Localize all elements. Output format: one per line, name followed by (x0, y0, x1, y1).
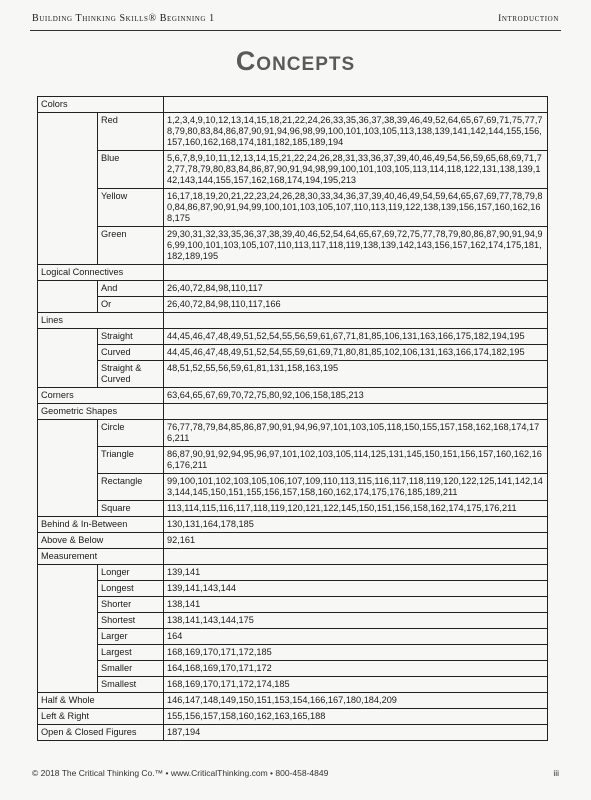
subcategory-label: Green (98, 227, 164, 265)
subcategory-row (38, 597, 548, 613)
category-pages: 155,156,157,158,160,162,163,165,188 (164, 709, 548, 725)
subcategory-pages: 26,40,72,84,98,110,117,166 (164, 297, 548, 313)
subcategory-label: Largest (98, 645, 164, 661)
indent-cell (38, 420, 98, 517)
subcategory-pages: 113,114,115,116,117,118,119,120,121,122,145,150,151,156,158,162,174,175,176,211 (164, 501, 548, 517)
subcategory-label: Straight & Curved (98, 361, 164, 388)
subcategory-pages: 168,169,170,171,172,185 (164, 645, 548, 661)
category-label: Left & Right (38, 709, 164, 725)
subcategory-row (38, 661, 548, 677)
subcategory-label: Curved (98, 345, 164, 361)
subcategory-pages: 44,45,46,47,48,49,51,52,54,55,59,61,69,71,80,81,85,102,106,131,163,166,174,182,195 (164, 345, 548, 361)
subcategory-row (38, 581, 548, 597)
subcategory-pages: 139,141 (164, 565, 548, 581)
category-label: Colors (38, 97, 164, 113)
category-label: Above & Below (38, 533, 164, 549)
subcategory-label: And (98, 281, 164, 297)
category-label: Corners (38, 388, 164, 404)
subcategory-label: Red (98, 113, 164, 151)
subcategory-pages: 139,141,143,144 (164, 581, 548, 597)
category-pages (164, 404, 548, 420)
subcategory-label: Circle (98, 420, 164, 447)
subcategory-row (38, 645, 548, 661)
category-pages (164, 313, 548, 329)
category-row (38, 97, 548, 113)
subcategory-pages: 29,30,31,32,33,35,36,37,38,39,40,46,52,54,64,65,67,69,72,75,77,78,79,80,86,87,90,91,94,96,99,100,101,103,105,107,110,113,117,118,119,138,139,142,143,156,157,162,174,175,181,182,189,195 (164, 227, 548, 265)
subcategory-label: Triangle (98, 447, 164, 474)
subcategory-row (38, 329, 548, 345)
category-row (38, 709, 548, 725)
subcategory-label: Longest (98, 581, 164, 597)
subcategory-pages: 76,77,78,79,84,85,86,87,90,91,94,96,97,101,103,105,118,150,155,157,158,162,168,174,176,211 (164, 420, 548, 447)
subcategory-label: Rectangle (98, 474, 164, 501)
category-pages: 63,64,65,67,69,70,72,75,80,92,106,158,185,213 (164, 388, 548, 404)
subcategory-label: Square (98, 501, 164, 517)
subcategory-pages: 168,169,170,171,172,174,185 (164, 677, 548, 693)
category-pages: 187,194 (164, 725, 548, 741)
page-title: Concepts (235, 46, 356, 76)
category-row (38, 693, 548, 709)
subcategory-row (38, 227, 548, 265)
concepts-table (37, 96, 548, 741)
indent-cell (38, 281, 98, 313)
category-pages: 146,147,148,149,150,151,153,154,166,167,180,184,209 (164, 693, 548, 709)
category-pages (164, 97, 548, 113)
subcategory-row (38, 281, 548, 297)
subcategory-row (38, 151, 548, 189)
subcategory-label: Smaller (98, 661, 164, 677)
category-label: Open & Closed Figures (38, 725, 164, 741)
subcategory-pages: 138,141 (164, 597, 548, 613)
subcategory-pages: 138,141,143,144,175 (164, 613, 548, 629)
header-rule (30, 30, 561, 31)
category-label: Behind & In-Between (38, 517, 164, 533)
subcategory-label: Shortest (98, 613, 164, 629)
subcategory-label: Larger (98, 629, 164, 645)
subcategory-row (38, 189, 548, 227)
subcategory-row (38, 629, 548, 645)
category-label: Half & Whole (38, 693, 164, 709)
subcategory-row (38, 677, 548, 693)
subcategory-pages: 16,17,18,19,20,21,22,23,24,26,28,30,33,34,36,37,39,40,46,49,54,59,64,65,67,69,77,78,79,80,84,86,87,90,91,94,99,100,101,103,105,107,110,113,119,122,138,139,156,157,160,162,168,175 (164, 189, 548, 227)
indent-cell (38, 329, 98, 388)
page-number: iii (553, 768, 559, 778)
category-pages (164, 549, 548, 565)
category-pages: 92,161 (164, 533, 548, 549)
subcategory-label: Or (98, 297, 164, 313)
category-row (38, 517, 548, 533)
subcategory-row (38, 447, 548, 474)
category-label: Lines (38, 313, 164, 329)
subcategory-row (38, 113, 548, 151)
indent-cell (38, 113, 98, 265)
subcategory-label: Longer (98, 565, 164, 581)
book-title: Building Thinking Skills® Beginning 1 (32, 13, 215, 24)
footer-copyright: © 2018 The Critical Thinking Co.™ • www.CriticalThinking.com • 800-458-4849 (32, 768, 329, 778)
category-row (38, 265, 548, 281)
category-label: Measurement (38, 549, 164, 565)
subcategory-row (38, 474, 548, 501)
subcategory-label: Shorter (98, 597, 164, 613)
subcategory-row (38, 565, 548, 581)
subcategory-label: Straight (98, 329, 164, 345)
subcategory-pages: 164,168,169,170,171,172 (164, 661, 548, 677)
category-pages: 130,131,164,178,185 (164, 517, 548, 533)
category-row (38, 388, 548, 404)
category-row (38, 313, 548, 329)
subcategory-pages: 86,87,90,91,92,94,95,96,97,101,102,103,105,114,125,131,145,150,151,156,157,160,162,166,176,211 (164, 447, 548, 474)
subcategory-row (38, 613, 548, 629)
indent-cell (38, 565, 98, 693)
subcategory-label: Yellow (98, 189, 164, 227)
subcategory-row (38, 420, 548, 447)
subcategory-row (38, 501, 548, 517)
subcategory-pages: 26,40,72,84,98,110,117 (164, 281, 548, 297)
category-row (38, 533, 548, 549)
category-label: Logical Connectives (38, 265, 164, 281)
subcategory-pages: 44,45,46,47,48,49,51,52,54,55,56,59,61,67,71,81,85,106,131,163,166,175,182,194,195 (164, 329, 548, 345)
subcategory-pages: 48,51,52,55,56,59,61,81,131,158,163,195 (164, 361, 548, 388)
subcategory-row (38, 361, 548, 388)
category-row (38, 404, 548, 420)
subcategory-label: Blue (98, 151, 164, 189)
subcategory-label: Smallest (98, 677, 164, 693)
category-label: Geometric Shapes (38, 404, 164, 420)
category-row (38, 725, 548, 741)
section-title: Introduction (498, 14, 559, 24)
subcategory-pages: 5,6,7,8,9,10,11,12,13,14,15,21,22,24,26,28,31,33,36,37,39,40,46,49,54,56,59,65,68,69,71,72,77,78,79,80,83,84,86,87,90,91,94,98,99,100,101,103,105,113,114,118,122,131,138,139,142,143,144,155,157,162,168,174,194,195,213 (164, 151, 548, 189)
concepts-table-body (38, 97, 548, 741)
subcategory-row (38, 297, 548, 313)
subcategory-pages: 1,2,3,4,9,10,12,13,14,15,18,21,22,24,26,33,35,36,37,38,39,46,49,52,64,65,67,69,71,75,77,78,79,80,83,84,86,87,90,91,94,96,98,99,100,101,103,105,113,138,139,141,142,144,155,156,157,160,162,168,174,181,182,185,189,194 (164, 113, 548, 151)
category-pages (164, 265, 548, 281)
subcategory-pages: 164 (164, 629, 548, 645)
category-row (38, 549, 548, 565)
subcategory-pages: 99,100,101,102,103,105,106,107,109,110,113,115,116,117,118,119,120,122,125,141,142,143,144,145,150,151,155,156,157,158,160,162,174,175,176,185,189,211 (164, 474, 548, 501)
subcategory-row (38, 345, 548, 361)
